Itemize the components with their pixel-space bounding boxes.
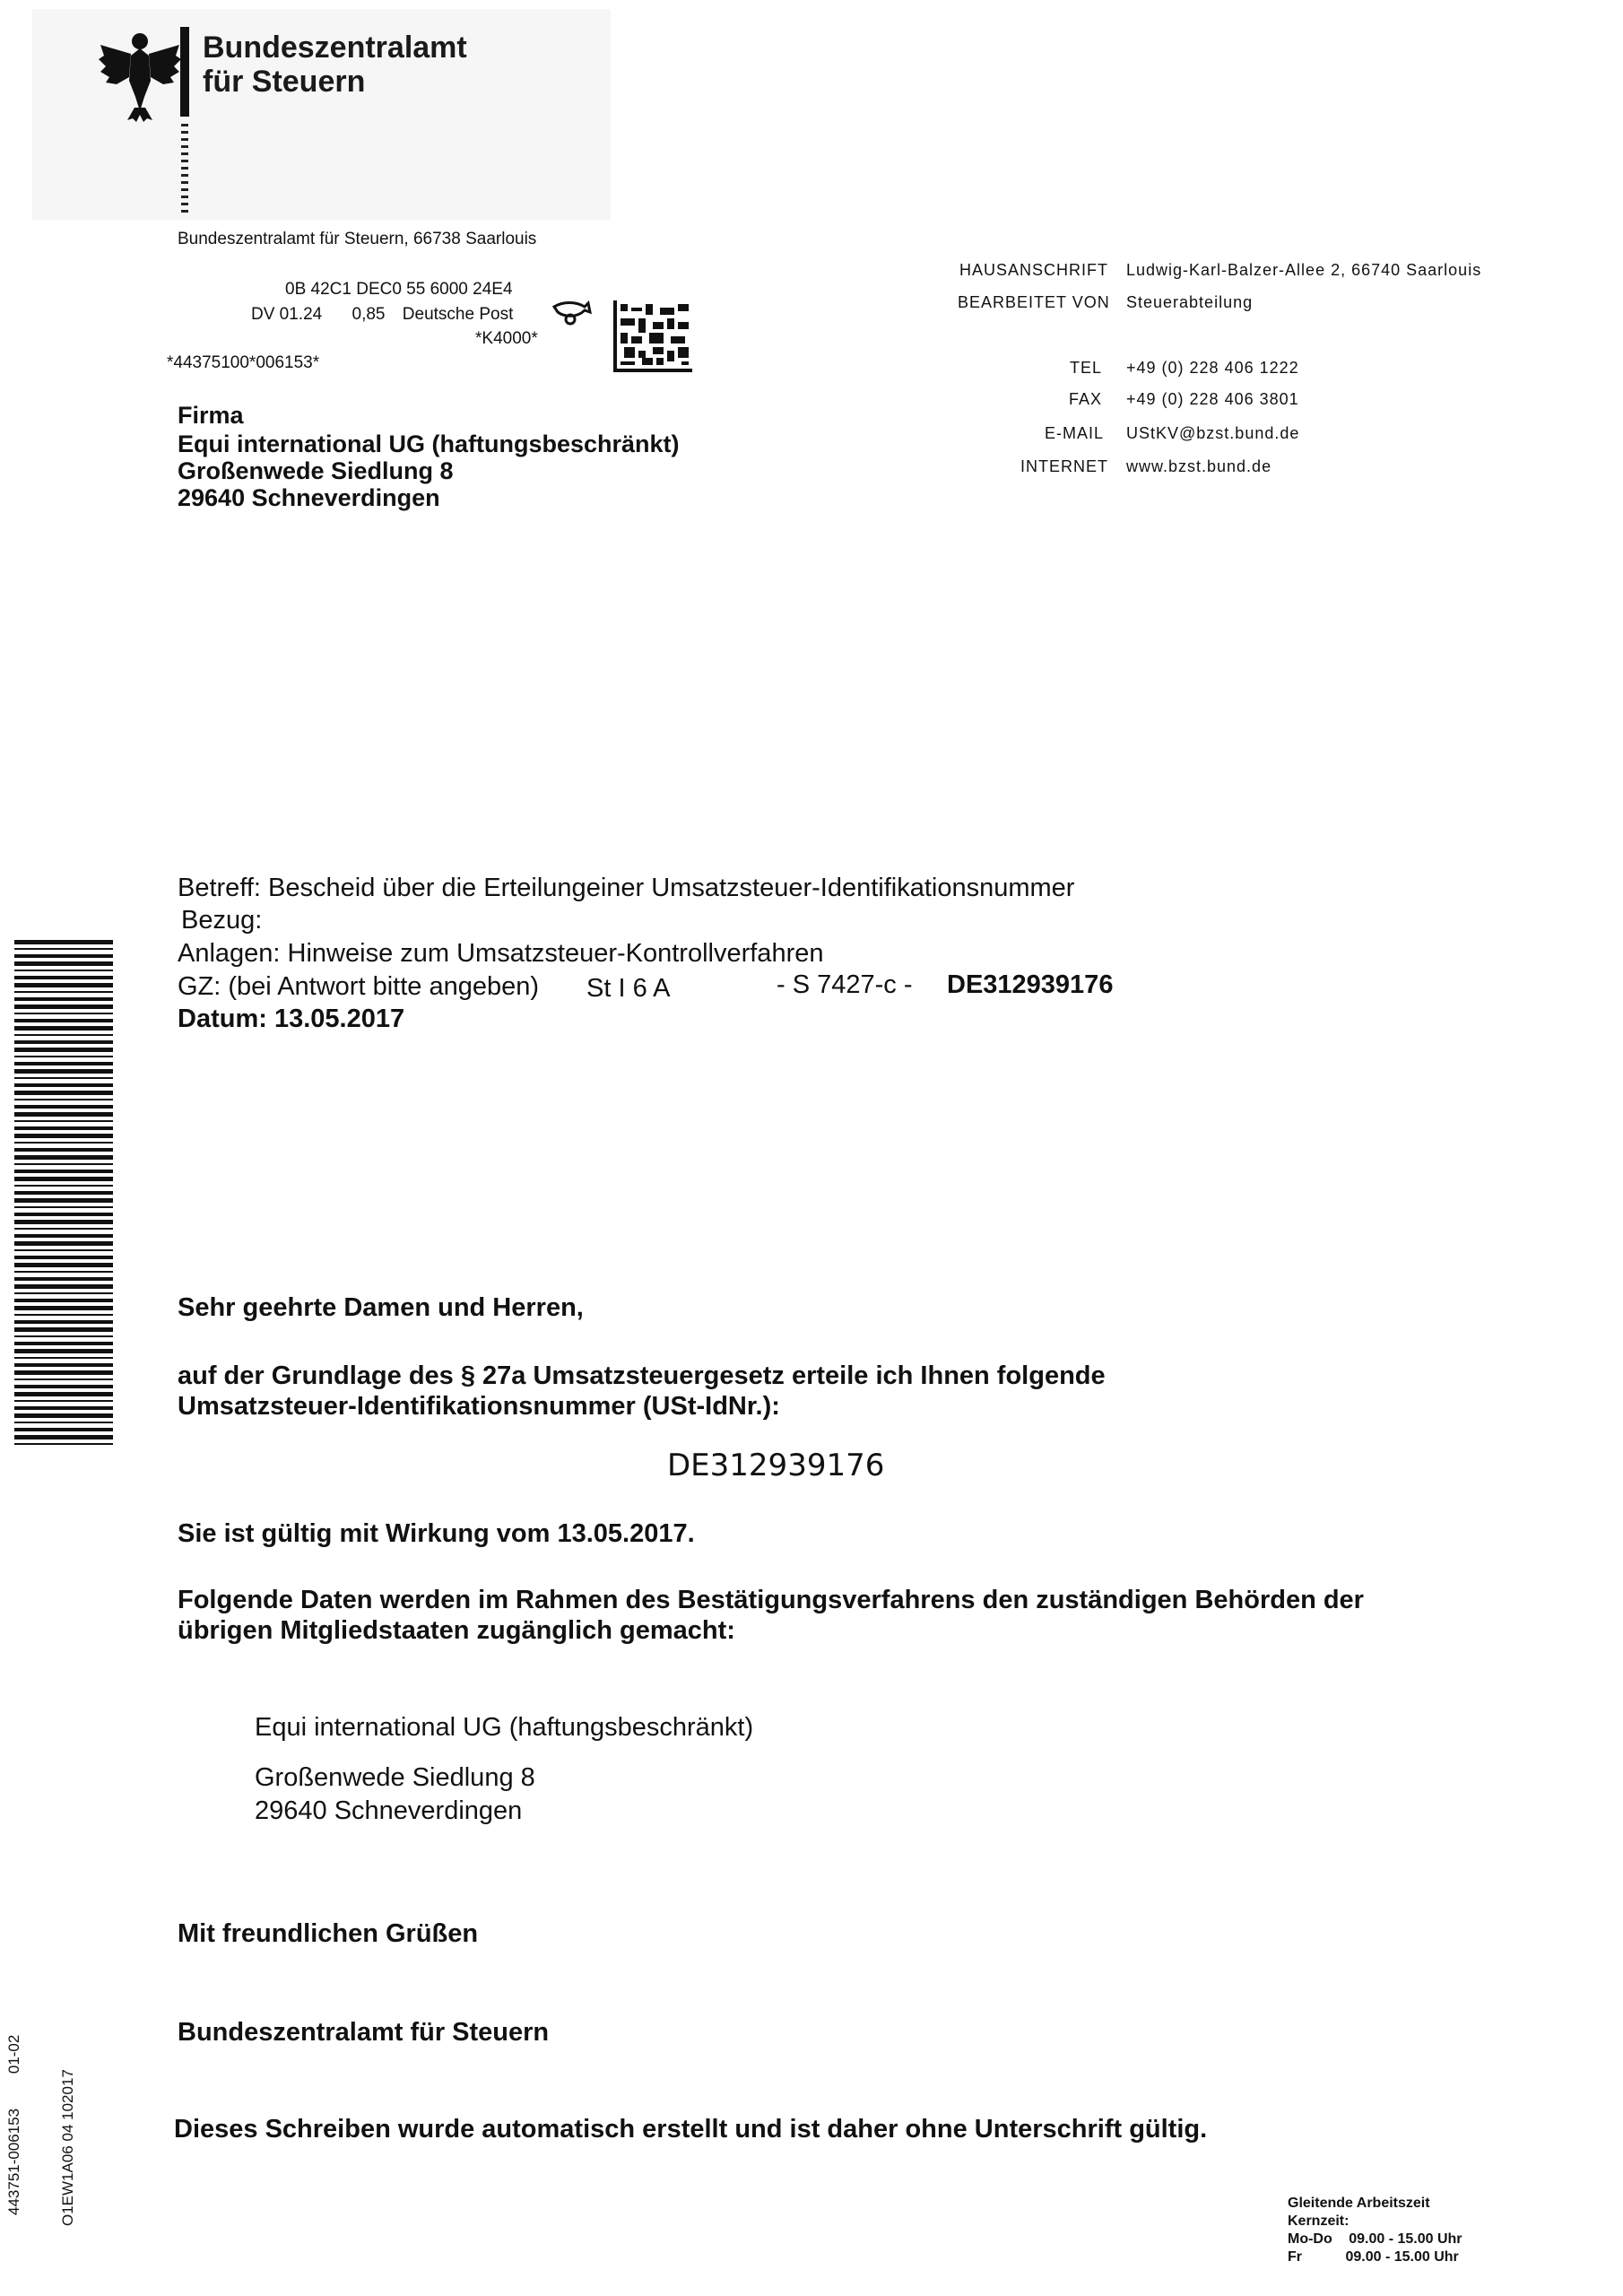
postage-amount: 0,85 bbox=[352, 305, 386, 324]
recipient-name: Equi international UG (haftungsbeschränkt) bbox=[178, 430, 680, 457]
postage-dv: DV 01.24 bbox=[251, 305, 323, 324]
para1-line2: Umsatzsteuer-Identifikationsnummer (USt-IdNr.): bbox=[178, 1392, 780, 1421]
contact-label: E-MAIL bbox=[1045, 424, 1105, 442]
logo-divider-bar bbox=[180, 27, 189, 117]
side-code-2: O1EW1A06 04 102017 bbox=[59, 2069, 76, 2226]
hours-title: Gleitende Arbeitszeit bbox=[1288, 2196, 1430, 2211]
logo-dotted-bar bbox=[181, 124, 188, 213]
salutation: Sehr geehrte Damen und Herren, bbox=[178, 1293, 584, 1322]
sender-return-address: Bundeszentralamt für Steuern, 66738 Saarlouis bbox=[178, 230, 537, 248]
automatic-note: Dieses Schreiben wurde automatisch erstellt und ist daher ohne Unterschrift gültig. bbox=[174, 2115, 1208, 2144]
contact-value: www.bzst.bund.de bbox=[1126, 457, 1272, 475]
validity-line: Sie ist gültig mit Wirkung vom 13.05.2017. bbox=[178, 1519, 695, 1548]
datamatrix-code-icon bbox=[613, 300, 692, 373]
para1-line1: auf der Grundlage des § 27a Umsatzsteuergesetz erteile ich Ihnen folgende bbox=[178, 1361, 1106, 1390]
contact-value: UStKV@bzst.bund.de bbox=[1126, 424, 1300, 442]
company-name: Equi international UG (haftungsbeschränkt) bbox=[255, 1713, 754, 1742]
hours-kernzeit: Kernzeit: bbox=[1288, 2213, 1350, 2229]
postage-code: *44375100*006153* bbox=[167, 353, 320, 372]
gz-code: St I 6 A bbox=[586, 974, 671, 1003]
contact-label: INTERNET bbox=[1020, 457, 1108, 475]
hours-mo-do-time: 09.00 - 15.00 Uhr bbox=[1349, 2231, 1462, 2247]
postage-carrier: Deutsche Post bbox=[402, 305, 514, 324]
org-name-line1: Bundeszentralamt bbox=[203, 30, 467, 65]
side-barcode bbox=[14, 940, 113, 1449]
vat-id-number: DE312939176 bbox=[667, 1448, 885, 1483]
contact-label: HAUSANSCHRIFT bbox=[959, 261, 1109, 279]
gz-ref: - S 7427-c - bbox=[777, 970, 913, 999]
letter-date: Datum: 13.05.2017 bbox=[178, 1004, 405, 1033]
contact-value: Steuerabteilung bbox=[1126, 293, 1254, 311]
postage-line3: *K4000* bbox=[475, 329, 538, 348]
hours-fr bbox=[1288, 2249, 1459, 2266]
side-code-1-suffix: 01-02 bbox=[5, 2034, 22, 2074]
posthorn-icon bbox=[551, 300, 592, 326]
gz-number: DE312939176 bbox=[947, 970, 1114, 999]
company-street: Großenwede Siedlung 8 bbox=[255, 1763, 535, 1792]
hours-fr-time: 09.00 - 15.00 Uhr bbox=[1345, 2249, 1459, 2265]
contact-value: Ludwig-Karl-Balzer-Allee 2, 66740 Saarlouis bbox=[1126, 261, 1482, 279]
side-code-1 bbox=[5, 2035, 23, 2215]
recipient-city: 29640 Schneverdingen bbox=[178, 484, 440, 511]
hours-mo-do-label: Mo-Do bbox=[1288, 2231, 1332, 2247]
federal-eagle-icon bbox=[95, 25, 185, 124]
closing: Mit freundlichen Grüßen bbox=[178, 1919, 479, 1948]
para2-line1: Folgende Daten werden im Rahmen des Bestätigungsverfahrens den zuständigen Behörden der bbox=[178, 1586, 1364, 1614]
attachments-line: Anlagen: Hinweise zum Umsatzsteuer-Kontrollverfahren bbox=[178, 939, 824, 968]
contact-label: BEARBEITET VON bbox=[958, 293, 1110, 311]
contact-label: FAX bbox=[1069, 390, 1103, 408]
bezug-line: Bezug: bbox=[181, 906, 263, 935]
signature-org: Bundeszentralamt für Steuern bbox=[178, 2018, 550, 2047]
gz-label: GZ: (bei Antwort bitte angeben) bbox=[178, 972, 539, 1001]
postage-line1: 0B 42C1 DEC0 55 6000 24E4 bbox=[285, 280, 513, 299]
hours-fr-label: Fr bbox=[1288, 2249, 1302, 2265]
contact-value: +49 (0) 228 406 1222 bbox=[1126, 359, 1299, 377]
subject-line: Betreff: Bescheid über die Erteilungeiner Umsatzsteuer-Identifikationsnummer bbox=[178, 874, 1075, 902]
recipient-label: Firma bbox=[178, 402, 244, 429]
company-city: 29640 Schneverdingen bbox=[255, 1796, 523, 1825]
side-code-1-value: 443751-006153 bbox=[5, 2108, 22, 2215]
letterhead-logo bbox=[32, 9, 611, 220]
hours-mo-do bbox=[1288, 2231, 1462, 2248]
postage-line2 bbox=[251, 305, 513, 325]
recipient-street: Großenwede Siedlung 8 bbox=[178, 457, 454, 484]
org-name-line2: für Steuern bbox=[203, 65, 366, 99]
para2-line2: übrigen Mitgliedstaaten zugänglich gemacht: bbox=[178, 1616, 735, 1645]
contact-label: TEL bbox=[1070, 359, 1103, 377]
contact-value: +49 (0) 228 406 3801 bbox=[1126, 390, 1299, 408]
